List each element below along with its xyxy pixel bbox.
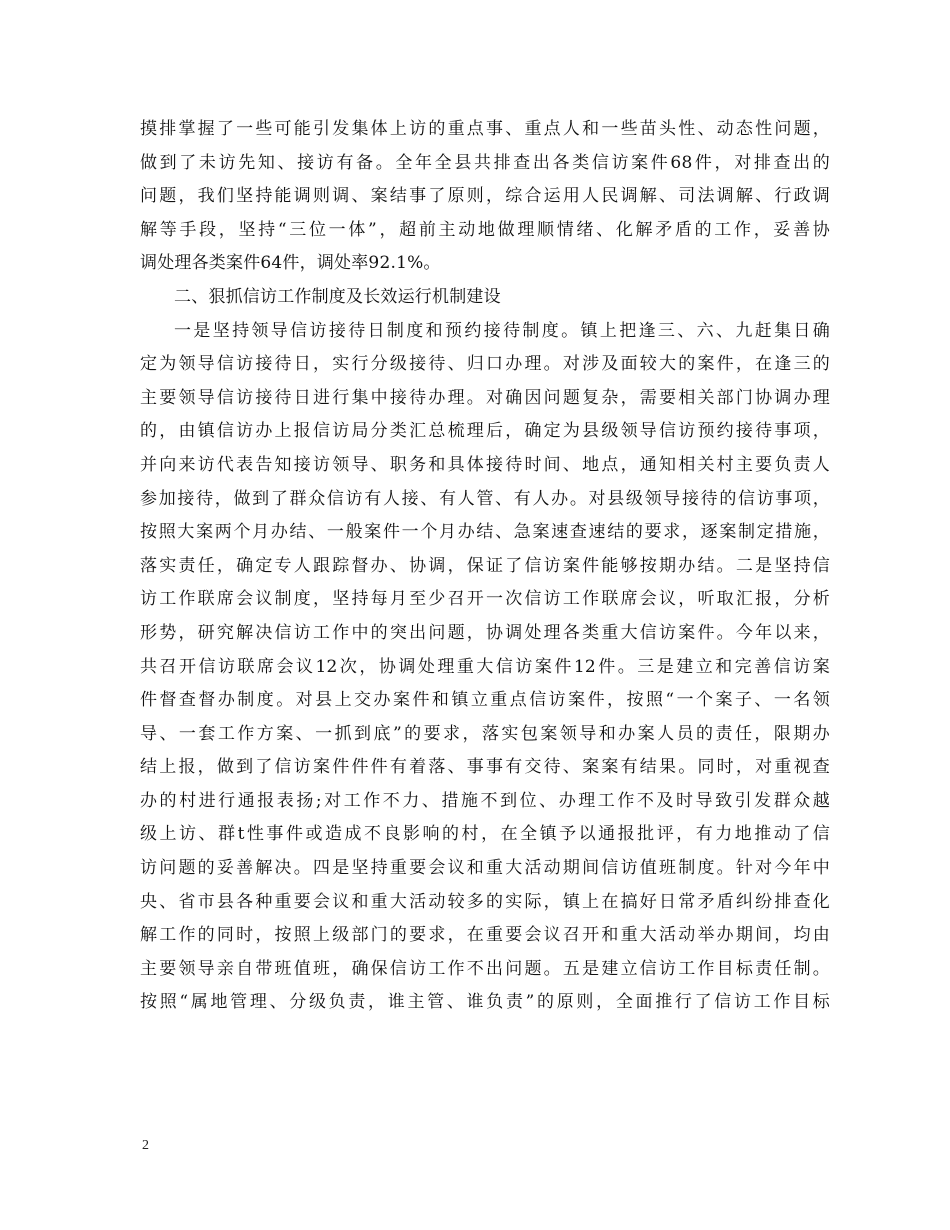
text-line: 主要领导亲自带班值班，确保信访工作不出问题。五是建立信访工作目标责任制。: [140, 958, 830, 979]
text-line: 央、省市县各种重要会议和重大活动较多的实际，镇上在搞好日常矛盾纠纷排查化: [140, 891, 830, 912]
text-line: 一是坚持领导信访接待日制度和预约接待制度。镇上把逢三、六、九赶集日确: [174, 320, 830, 341]
text-line: 按照“属地管理、分级负责，谁主管、谁负责”的原则，全面推行了信访工作目标: [140, 992, 830, 1013]
text-line: 导、一套工作方案、一抓到底”的要求，落实包案领导和办案人员的责任，限期办: [140, 723, 830, 744]
text-line: 摸排掌握了一些可能引发集体上访的重点事、重点人和一些苗头性、动态性问题，: [140, 119, 830, 139]
body-text: [140, 113, 830, 1020]
text-line: 访工作联席会议制度，坚持每月至少召开一次信访工作联席会议，听取汇报，分析: [140, 589, 830, 610]
text-line: 解等手段，坚持“三位一体”，超前主动地做理顺情绪、化解矛盾的工作，妥善协: [140, 219, 830, 240]
text-line: 调处理各类案件64件，调处率92.1%。: [140, 253, 441, 274]
text-line: 访问题的妥善解决。四是坚持重要会议和重大活动期间信访值班制度。针对今年中: [140, 858, 830, 879]
text-line: 参加接待，做到了群众信访有人接、有人管、有人办。对县级领导接待的信访事项，: [140, 488, 830, 509]
text-line: 按照大案两个月办结、一般案件一个月办结、急案速查速结的要求，逐案制定措施，: [140, 522, 830, 543]
text-line: 件督查督办制度。对县上交办案件和镇立重点信访案件，按照“一个案子、一名领: [140, 690, 830, 711]
text-line: 并向来访代表告知接访领导、职务和具体接待时间、地点，通知相关村主要负责人: [140, 454, 830, 475]
text-line: 落实责任，确定专人跟踪督办、协调，保证了信访案件能够按期办结。二是坚持信: [140, 555, 830, 576]
text-line: 问题，我们坚持能调则调、案结事了原则，综合运用人民调解、司法调解、行政调: [140, 186, 830, 207]
text-line: 定为领导信访接待日，实行分级接待、归口办理。对涉及面较大的案件，在逢三的: [140, 354, 830, 375]
section-heading: 二、狠抓信访工作制度及长效运行机制建设: [174, 286, 501, 307]
text-line: 解工作的同时，按照上级部门的要求，在重要会议召开和重大活动举办期间，均由: [140, 925, 830, 946]
text-line: 做到了未访先知、接访有备。全年全县共排查出各类信访案件68件，对排查出的: [140, 152, 830, 173]
text-line: 结上报，做到了信访案件件件有着落、事事有交待、案案有结果。同时，对重视查: [140, 757, 830, 778]
text-line: 的，由镇信访办上报信访局分类汇总梳理后，确定为县级领导信访预约接待事项，: [140, 421, 830, 442]
text-line: 主要领导信访接待日进行集中接待办理。对确因问题复杂，需要相关部门协调办理: [140, 387, 830, 408]
page-number: 2: [142, 1138, 149, 1153]
text-line: 级上访、群t性事件或造成不良影响的村，在全镇予以通报批评，有力地推动了信: [140, 824, 830, 845]
text-line: 共召开信访联席会议12次，协调处理重大信访案件12件。三是建立和完善信访案: [140, 656, 830, 677]
text-line: 办的村进行通报表扬;对工作不力、措施不到位、办理工作不及时导致引发群众越: [140, 790, 830, 811]
text-line: 形势，研究解决信访工作中的突出问题，协调处理各类重大信访案件。今年以来，: [140, 622, 830, 643]
